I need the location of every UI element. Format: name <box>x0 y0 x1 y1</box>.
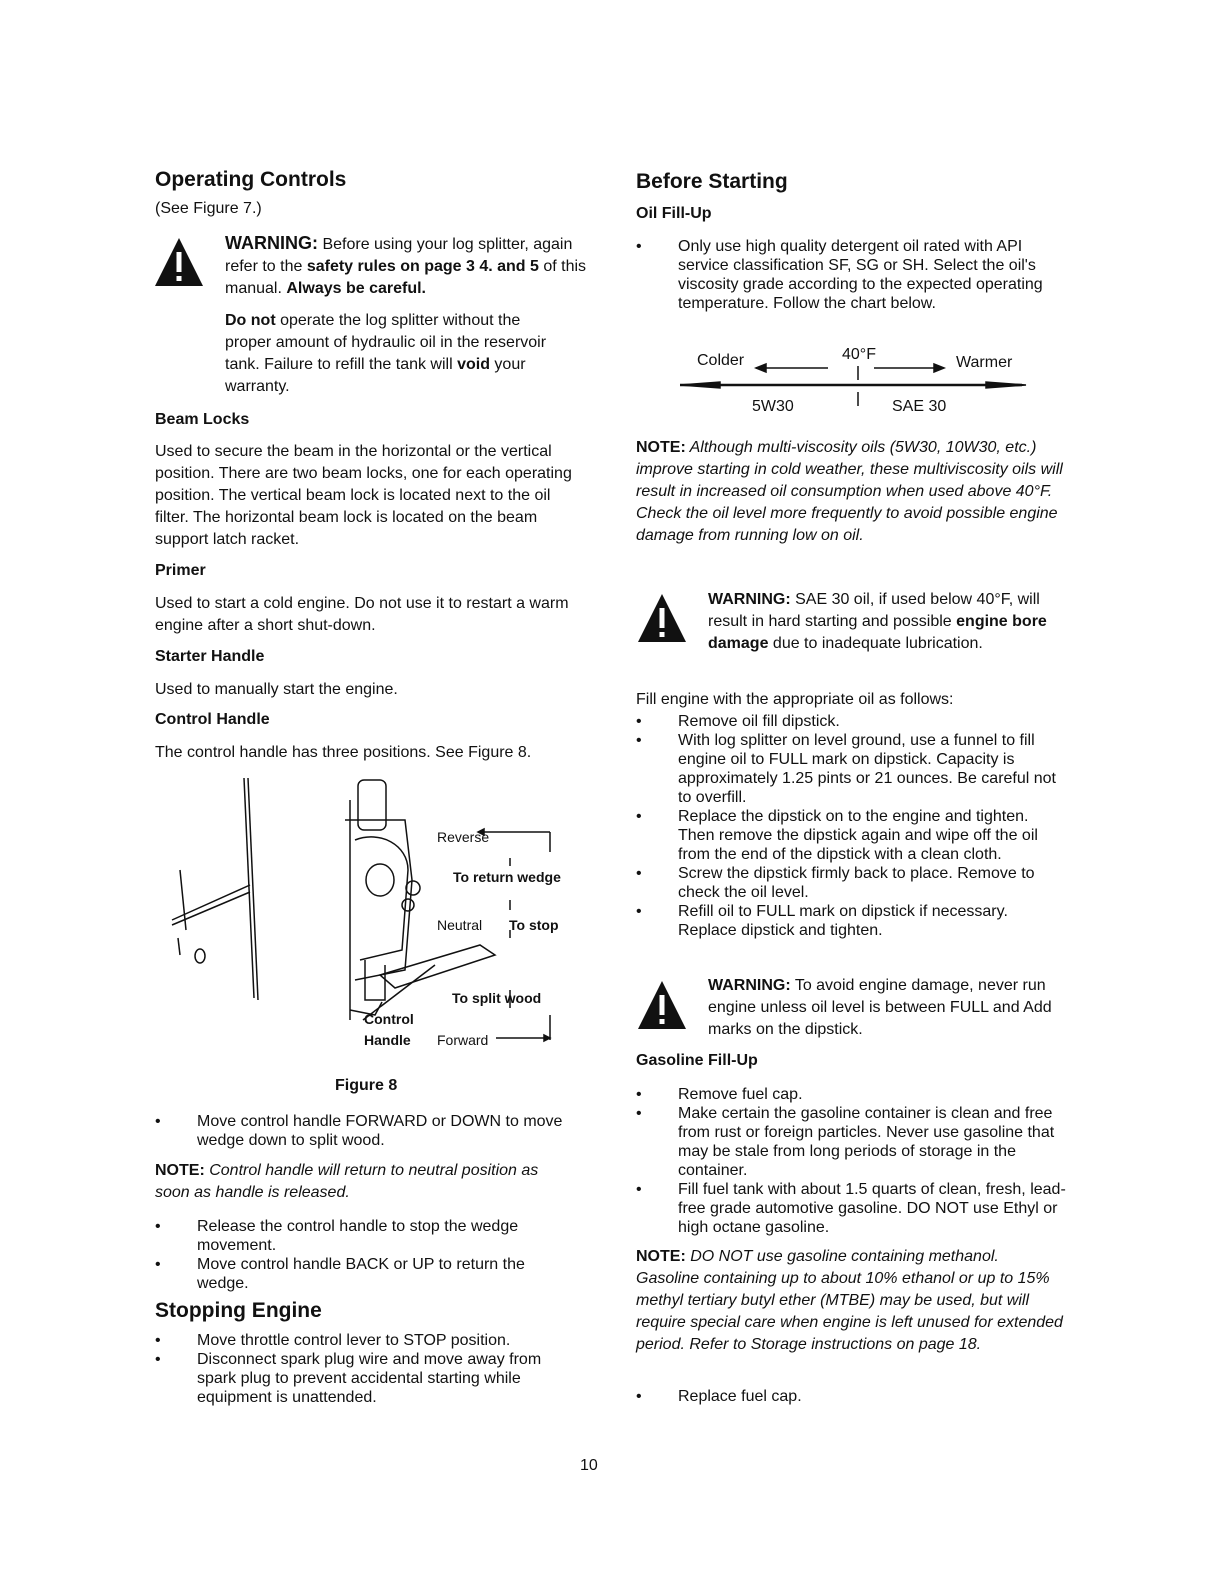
page-number: 10 <box>580 1457 598 1474</box>
gasoline-bullets <box>636 1085 1066 1237</box>
always-be-careful: Always be careful. <box>286 280 426 297</box>
see-figure-7: (See Figure 7.) <box>155 200 262 217</box>
oil-caution-text <box>225 310 570 398</box>
warning-icon <box>636 979 688 1031</box>
control-handle-text: The control handle has three positions. See Figure 8. <box>155 744 532 761</box>
warning-text-part: To avoid engine damage, never run engine unless oil level is between FULL and Add marks on the dipstick. <box>708 977 1052 1038</box>
list-item: • Move control handle BACK or UP to return the wedge. <box>155 1255 575 1293</box>
chart-warmer-label: Warmer <box>956 354 1013 371</box>
control-bullets-2 <box>155 1217 575 1293</box>
stopping-engine-bullets <box>155 1331 575 1407</box>
list-item: • Release the control handle to stop the wedge movement. <box>155 1217 575 1255</box>
warning-text-part: of this manual. <box>225 258 587 297</box>
figure-label-to-return-wedge: To return wedge <box>453 869 561 885</box>
list-item: • Make certain the gasoline container is clean and free from rust or foreign particles. Never use gasoline that may be stale from long periods of storage in the container. <box>636 1104 1066 1180</box>
warning-text-part: Before using your log splitter, again refer to the <box>225 236 573 275</box>
list-item: • Move throttle control lever to STOP position. <box>155 1331 575 1350</box>
note-label: NOTE: <box>155 1162 205 1179</box>
list-item: • Remove fuel cap. <box>636 1085 1066 1104</box>
methanol-note <box>636 1246 1066 1356</box>
final-bullet <box>636 1387 1066 1406</box>
note-text: Although multi-viscosity oils (5W30, 10W30, etc.) improve starting in cold weather, these multiviscosity oils will result in increased oil consumption when used above 40°F. Check the oil level more frequently to avoid possible engine damage from running low on oil. <box>636 439 1063 544</box>
engine-bore-damage: engine bore damage <box>708 613 1047 652</box>
note-label: NOTE: <box>636 1248 686 1265</box>
figure-label-handle: Handle <box>364 1032 411 1048</box>
oil-fill-bullet <box>636 237 1066 313</box>
void-text: void <box>457 356 490 373</box>
before-starting-heading: Before Starting <box>636 170 788 193</box>
control-handle-heading: Control Handle <box>155 711 270 728</box>
list-item: • Screw the dipstick firmly back to place. Remove to check the oil level. <box>636 864 1066 902</box>
warning-icon <box>153 236 205 288</box>
figure-label-to-stop: To stop <box>509 917 559 933</box>
chart-colder-label: Colder <box>697 352 745 369</box>
list-item: • Replace fuel cap. <box>636 1387 1066 1406</box>
list-item: • Disconnect spark plug wire and move away from spark plug to prevent accidental starting while equipment is unattended. <box>155 1350 575 1407</box>
chart-temp-label: 40°F <box>842 346 876 363</box>
fill-intro-text: Fill engine with the appropriate oil as follows: <box>636 691 954 708</box>
primer-text: Used to start a cold engine. Do not use it to restart a warm engine after a short shut-down. <box>155 595 569 634</box>
list-item: • Refill oil to FULL mark on dipstick if necessary. Replace dipstick and tighten. <box>636 902 1066 940</box>
multi-viscosity-note <box>636 437 1066 547</box>
figure-label-control: Control <box>364 1011 414 1027</box>
warning-text-part: due to inadequate lubrication. <box>768 635 983 652</box>
starter-handle-heading: Starter Handle <box>155 648 265 665</box>
safety-rules-ref: safety rules on page 3 4. and 5 <box>306 258 539 275</box>
note-label: NOTE: <box>636 439 686 456</box>
warning-text-1 <box>225 232 595 300</box>
figure-label-forward: Forward <box>437 1032 489 1048</box>
stopping-engine-heading: Stopping Engine <box>155 1299 322 1322</box>
starter-handle-text: Used to manually start the engine. <box>155 681 398 698</box>
chart-sae30-label: SAE 30 <box>892 398 947 415</box>
beam-locks-heading: Beam Locks <box>155 411 250 428</box>
list-item: • Only use high quality detergent oil rated with API service classification SF, SG or SH. Select the oil's viscosity grade according to the expected operating temperature. Follow the chart below. <box>636 237 1066 313</box>
oil-fill-up-heading: Oil Fill-Up <box>636 205 712 222</box>
do-not-text: Do not <box>225 312 276 329</box>
figure-label-reverse: Reverse <box>437 829 490 845</box>
list-item: • Move control handle FORWARD or DOWN to move wedge down to split wood. <box>155 1112 575 1150</box>
list-item: • Remove oil fill dipstick. <box>636 712 1066 731</box>
oil-viscosity-chart <box>680 340 1030 420</box>
fill-bullets <box>636 712 1066 940</box>
caution-text-part: your warranty. <box>225 356 526 395</box>
gasoline-fill-up-heading: Gasoline Fill-Up <box>636 1052 758 1069</box>
sae30-warning-text <box>708 589 1063 655</box>
figure-8-caption: Figure 8 <box>335 1077 398 1094</box>
control-handle-note <box>155 1160 575 1204</box>
oil-level-warning-text <box>708 975 1063 1041</box>
list-item: • Replace the dipstick on to the engine and tighten. Then remove the dipstick again and wipe off the oil from the end of the dipstick with a clean cloth. <box>636 807 1066 864</box>
primer-heading: Primer <box>155 562 206 579</box>
chart-5w30-label: 5W30 <box>752 398 794 415</box>
warning-icon <box>636 592 688 644</box>
list-item: • With log splitter on level ground, use a funnel to fill engine oil to FULL mark on dipstick. Capacity is approximately 1.25 pints or 21 ounces. Be careful not to overfill. <box>636 731 1066 807</box>
figure-label-neutral: Neutral <box>437 917 483 933</box>
warning-label: WARNING: <box>708 591 791 608</box>
warning-label: WARNING: <box>708 977 791 994</box>
note-text: DO NOT use gasoline containing methanol. Gasoline containing up to about 10% ethanol or up to 15% methyl tertiary butyl ether (MTBE) may be used, but will require special care when engine is left unused for extended period. Refer to Storage instructions on page 18. <box>636 1248 1063 1353</box>
warning-label: WARNING: <box>225 233 318 253</box>
beam-locks-text: Used to secure the beam in the horizontal or the vertical position. There are two beam locks, one for each operating position. The vertical beam lock is located next to the oil filter. The horizontal beam lock is located on the beam support latch racket. <box>155 443 572 548</box>
list-item: • Fill fuel tank with about 1.5 quarts of clean, fresh, lead-free grade automotive gasoline. DO NOT use Ethyl or high octane gasoline. <box>636 1180 1066 1237</box>
operating-controls-heading: Operating Controls <box>155 168 347 191</box>
warning-text-part: SAE 30 oil, if used below 40°F, will result in hard starting and possible <box>708 591 1040 630</box>
chart-arrows <box>680 340 1030 420</box>
note-text: Control handle will return to neutral position as soon as handle is released. <box>155 1162 539 1201</box>
control-bullets-1 <box>155 1112 575 1150</box>
caution-text-part: operate the log splitter without the proper amount of hydraulic oil in the reservoir tank. Failure to refill the tank will <box>225 312 547 373</box>
figure-label-to-split-wood: To split wood <box>452 990 542 1006</box>
